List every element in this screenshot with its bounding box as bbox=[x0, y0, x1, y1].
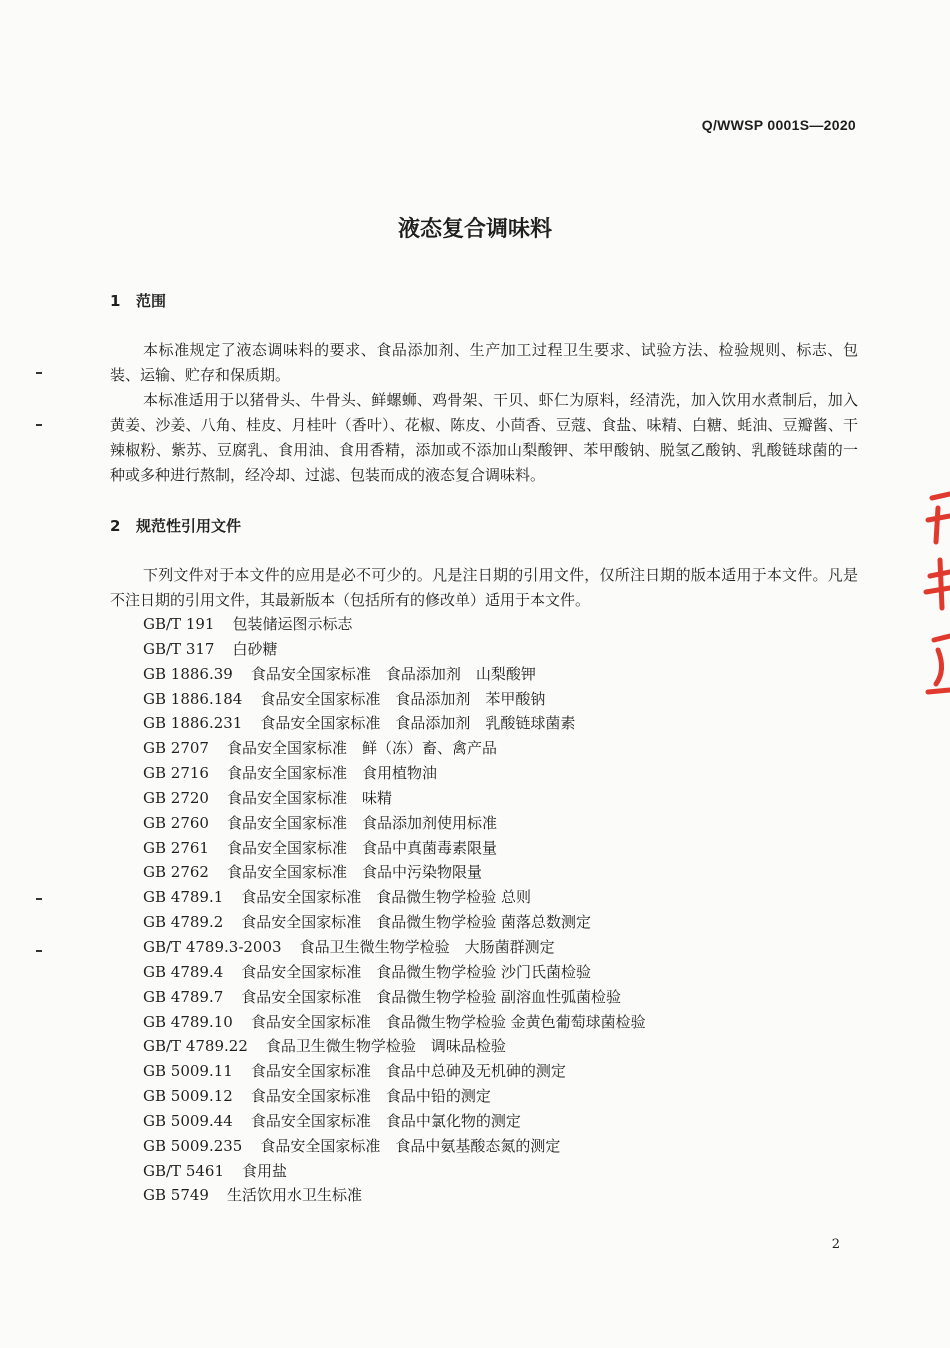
section-title: 规范性引用文件 bbox=[136, 517, 242, 535]
reference-title: 食品安全国家标准 食品微生物学检验 副溶血性弧菌检验 bbox=[241, 987, 622, 1006]
scope-paragraph-2: 本标准适用于以猪骨头、牛骨头、鲜螺蛳、鸡骨架、干贝、虾仁为原料，经清洗，加入饮用水煮制后，加入黄姜、沙姜、八角、桂皮、月桂叶（香叶）、花椒、陈皮、小茴香、豆蔻、食盐、味精、白糖、蚝油、豆瓣酱、干辣椒粉、紫苏、豆腐乳、食用油、食用香精，添加或不添加山梨酸钾、苯甲酸钠、脱氢乙酸钠、乳酸链球菌的一种或多种进行熬制，经冷却、过滤、包装而成的液态复合调味料。 bbox=[110, 391, 858, 484]
reference-title: 食品安全国家标准 食品添加剂 苯甲酸钠 bbox=[260, 689, 546, 708]
reference-title: 包装储运图示标志 bbox=[232, 615, 353, 633]
reference-code: GB/T 5461 bbox=[143, 1161, 225, 1180]
reference-title: 食品安全国家标准 食品微生物学检验 总则 bbox=[241, 888, 532, 907]
reference-item bbox=[143, 736, 646, 761]
reference-item bbox=[143, 711, 646, 736]
reference-item bbox=[143, 1159, 646, 1184]
section-number: 1 bbox=[110, 292, 121, 310]
reference-code: GB 5009.12 bbox=[143, 1087, 233, 1106]
seal-stamp-icon bbox=[920, 480, 950, 710]
reference-code: GB 2760 bbox=[143, 813, 209, 832]
reference-title: 食品安全国家标准 食品中铅的测定 bbox=[250, 1087, 491, 1106]
reference-item bbox=[143, 935, 646, 960]
section-heading-references bbox=[110, 515, 241, 536]
reference-title: 食品安全国家标准 食品微生物学检验 金黄色葡萄球菌检验 bbox=[250, 1012, 646, 1031]
reference-item bbox=[143, 1059, 646, 1084]
reference-title: 食品安全国家标准 食品中氯化物的测定 bbox=[250, 1111, 521, 1130]
reference-list bbox=[143, 612, 646, 1208]
margin-mark bbox=[36, 898, 42, 900]
margin-mark bbox=[36, 372, 42, 374]
reference-code: GB 5009.44 bbox=[143, 1111, 233, 1130]
reference-title: 食品安全国家标准 食品中污染物限量 bbox=[226, 863, 482, 882]
reference-code: GB 4789.1 bbox=[143, 888, 224, 907]
reference-title: 食品卫生微生物学检验 调味品检验 bbox=[265, 1037, 506, 1056]
reference-title: 食品卫生微生物学检验 大肠菌群测定 bbox=[299, 937, 555, 956]
margin-mark bbox=[36, 424, 42, 426]
reference-item bbox=[143, 786, 646, 811]
reference-item bbox=[143, 985, 646, 1010]
section-number: 2 bbox=[110, 517, 121, 535]
reference-title: 食品安全国家标准 食品中真菌毒素限量 bbox=[226, 838, 497, 857]
reference-code: GB 5749 bbox=[143, 1186, 209, 1205]
standard-code: Q/WWSP 0001S—2020 bbox=[701, 117, 856, 133]
reference-code: GB 1886.231 bbox=[143, 714, 243, 733]
reference-code: GB/T 4789.22 bbox=[143, 1037, 248, 1056]
reference-item bbox=[143, 1010, 646, 1035]
reference-code: GB 2720 bbox=[143, 788, 209, 807]
reference-title: 食用盐 bbox=[242, 1161, 288, 1180]
reference-code: GB 4789.7 bbox=[143, 987, 224, 1006]
reference-code: GB/T 317 bbox=[143, 639, 215, 658]
reference-title: 食品安全国家标准 鲜（冻）畜、禽产品 bbox=[226, 739, 497, 758]
reference-title: 食品安全国家标准 食品中氨基酸态氮的测定 bbox=[260, 1136, 561, 1155]
reference-code: GB 2716 bbox=[143, 764, 209, 783]
reference-code: GB 4789.10 bbox=[143, 1012, 233, 1031]
section-title: 范围 bbox=[136, 292, 167, 310]
reference-item bbox=[143, 761, 646, 786]
reference-title: 食品安全国家标准 食品微生物学检验 菌落总数测定 bbox=[241, 913, 592, 932]
reference-title: 白砂糖 bbox=[232, 639, 278, 658]
reference-code: GB 2762 bbox=[143, 863, 209, 882]
reference-item bbox=[143, 1134, 646, 1159]
references-intro: 下列文件对于本文件的应用是必不可少的。凡是注日期的引用文件，仅所注日期的版本适用于本文件。凡是不注日期的引用文件，其最新版本（包括所有的修改单）适用于本文件。 bbox=[110, 566, 858, 609]
reference-item bbox=[143, 860, 646, 885]
reference-item bbox=[143, 1084, 646, 1109]
reference-item bbox=[143, 910, 646, 935]
reference-code: GB 4789.2 bbox=[143, 913, 224, 932]
section-heading-scope bbox=[110, 290, 166, 311]
reference-title: 食品安全国家标准 食品添加剂 乳酸链球菌素 bbox=[260, 714, 576, 733]
reference-code: GB 5009.235 bbox=[143, 1136, 243, 1155]
reference-title: 食品安全国家标准 食用植物油 bbox=[226, 764, 437, 783]
reference-code: GB 5009.11 bbox=[143, 1062, 233, 1081]
reference-item bbox=[143, 885, 646, 910]
reference-item bbox=[143, 1109, 646, 1134]
reference-item bbox=[143, 836, 646, 861]
page-number: 2 bbox=[831, 1237, 840, 1252]
reference-item bbox=[143, 612, 646, 637]
reference-code: GB/T 191 bbox=[143, 615, 215, 633]
reference-title: 食品安全国家标准 味精 bbox=[226, 788, 392, 807]
reference-code: GB 2707 bbox=[143, 739, 209, 758]
document-title: 液态复合调味料 bbox=[397, 217, 552, 242]
reference-item bbox=[143, 811, 646, 836]
reference-item bbox=[143, 662, 646, 687]
reference-title: 食品安全国家标准 食品中总砷及无机砷的测定 bbox=[250, 1062, 566, 1081]
reference-title: 食品安全国家标准 食品微生物学检验 沙门氏菌检验 bbox=[241, 962, 592, 981]
reference-item bbox=[143, 1034, 646, 1059]
scope-paragraph-1: 本标准规定了液态调味料的要求、食品添加剂、生产加工过程卫生要求、试验方法、检验规则、标志、包装、运输、贮存和保质期。 bbox=[110, 341, 858, 384]
reference-code: GB 2761 bbox=[143, 838, 209, 857]
reference-code: GB 4789.4 bbox=[143, 962, 224, 981]
reference-title: 生活饮用水卫生标准 bbox=[226, 1186, 362, 1205]
reference-item bbox=[143, 1183, 646, 1208]
margin-mark bbox=[36, 950, 42, 952]
reference-item bbox=[143, 637, 646, 662]
reference-code: GB/T 4789.3-2003 bbox=[143, 937, 282, 956]
reference-code: GB 1886.184 bbox=[143, 689, 243, 708]
reference-code: GB 1886.39 bbox=[143, 664, 233, 683]
reference-title: 食品安全国家标准 食品添加剂使用标准 bbox=[226, 813, 497, 832]
reference-title: 食品安全国家标准 食品添加剂 山梨酸钾 bbox=[250, 664, 536, 683]
reference-item bbox=[143, 687, 646, 712]
reference-item bbox=[143, 960, 646, 985]
